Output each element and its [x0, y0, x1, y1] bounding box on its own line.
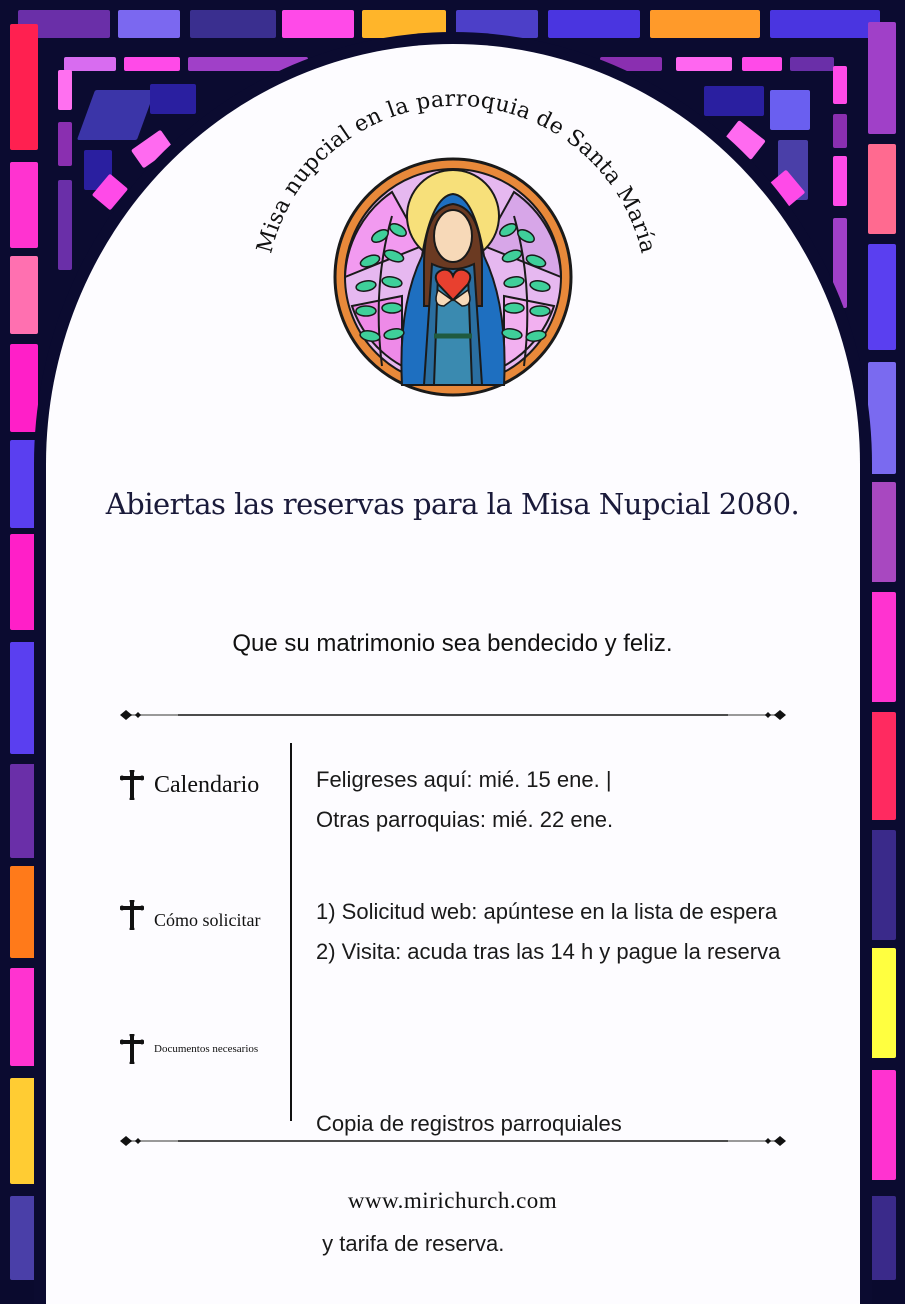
section-label-text: Documentos necesarios	[154, 1043, 259, 1055]
website-link[interactable]: www.mirichurch.com	[347, 1188, 558, 1213]
glass-pane	[10, 642, 38, 754]
section-label-documentos	[120, 1034, 258, 1064]
section-info-como-solicitar	[316, 892, 780, 972]
section-info-calendario	[316, 760, 613, 840]
info-line: Feligreses aquí: mié. 15 ene. |	[316, 767, 612, 792]
section-label-text: Calendario	[154, 771, 260, 798]
cross-icon	[120, 1034, 144, 1064]
section-info-documentos	[316, 1024, 622, 1304]
glass-pane	[10, 764, 38, 858]
glass-pane	[868, 712, 896, 820]
info-line: 1) Solicitud web: apúntese en la lista de espera	[316, 899, 778, 924]
arc-title-text: Misa nupcial en la parroquia de Santa María	[252, 86, 661, 256]
madonna-medallion-icon	[332, 156, 574, 398]
info-line: y tarifa de reserva.	[316, 1231, 505, 1256]
glass-pane	[868, 1070, 896, 1180]
ornamental-divider-bottom	[120, 1134, 786, 1148]
ornamental-divider-top	[120, 708, 786, 722]
glass-pane	[868, 830, 896, 940]
headline: Abiertas las reservas para la Misa Nupcial 2080.	[105, 487, 800, 521]
section-label-como-solicitar	[120, 898, 261, 931]
cross-icon	[120, 770, 144, 800]
glass-pane	[10, 866, 38, 958]
section-label-text: Cómo solicitar	[154, 910, 261, 930]
glass-pane	[868, 948, 896, 1058]
info-line: Copia de registros parroquiales	[316, 1111, 622, 1136]
glass-pane	[10, 968, 38, 1066]
section-label-calendario	[120, 770, 259, 800]
glass-pane	[10, 534, 38, 630]
info-line: 2) Visita: acuda tras las 14 h y pague la reserva	[316, 939, 781, 964]
info-line: Otras parroquias: mié. 22 ene.	[316, 807, 614, 832]
column-separator	[290, 743, 292, 1121]
cross-icon	[120, 900, 144, 930]
subline: Que su matrimonio sea bendecido y feliz.	[232, 630, 673, 657]
glass-pane	[10, 1078, 38, 1184]
